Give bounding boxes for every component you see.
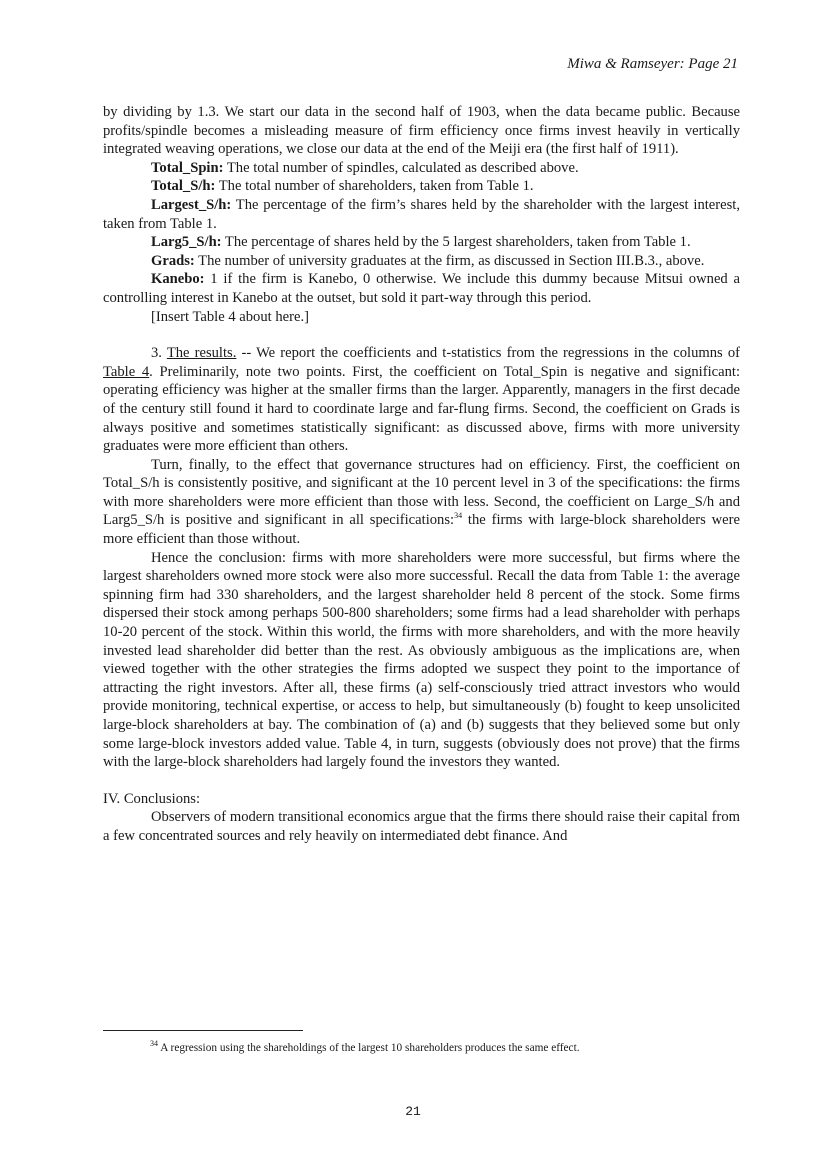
- variable-definition: [103, 233, 740, 252]
- governance-text: Turn, finally, to the effect that governance structures had on efficiency. First, the coefficient on Total_S/h is consistently positive, and significant at the 10 percent level in 3 of the specifications: the firms with more shareholders were more efficient than those with less. Second, the coefficient on Large_S/h and Larg5_S/h is positive and significant in all specifications:: [103, 456, 740, 529]
- page-number: 21: [405, 1104, 421, 1119]
- governance-text-end: the firms with large-block shareholders were more efficient than those without.: [103, 512, 740, 548]
- results-paragraph: [103, 344, 740, 456]
- variable-definition: [103, 159, 740, 178]
- variable-description: The total number of shareholders, taken from Table 1.: [215, 178, 534, 195]
- governance-paragraph: [103, 456, 740, 549]
- variable-term: Grads:: [151, 252, 195, 269]
- results-text-lead: -- We report the coefficients and t-statistics from the regressions in the columns of: [236, 345, 740, 362]
- variable-definition: [103, 252, 740, 271]
- table-reference: Table 4: [103, 363, 150, 380]
- running-header: Miwa & Ramseyer: Page 21: [567, 56, 738, 72]
- insert-table-note: [Insert Table 4 about here.]: [151, 308, 309, 325]
- variable-term: Larg5_S/h:: [151, 234, 222, 251]
- footnote-text: A regression using the shareholdings of the largest 10 shareholders produces the same effect.: [158, 1042, 580, 1054]
- footnote-reference: 34: [454, 511, 463, 521]
- variable-description: The total number of spindles, calculated as described above.: [223, 159, 579, 176]
- variable-definition: [103, 177, 740, 196]
- subsection-number: 3.: [151, 345, 167, 362]
- variable-term: Largest_S/h:: [151, 196, 232, 213]
- section-heading: IV. Conclusions:: [103, 790, 201, 807]
- conclusions-paragraph: Observers of modern transitional economics argue that the firms there should raise their capital from a few concentrated sources and rely heavily on intermediated debt finance. And: [103, 809, 740, 844]
- variable-description: The percentage of the firm’s shares held by the shareholder with the largest interest, taken from Table 1.: [103, 196, 740, 232]
- conclusion-discussion-paragraph: Hence the conclusion: firms with more shareholders were more successful, but firms where the largest shareholders owned more stock were also more successful. Recall the data from Table 1: the average spinning firm had 330 shareholders, and the largest shareholder held 8 percent of the stock. Some firms dispersed their stock among perhaps 500-800 shareholders; some firms had a lead shareholder with perhaps 10-20 percent of the stock. Within this world, the firms with more shareholders, and with the more heavily invested lead shareholder did better than the rest. As obviously ambiguous as the implications are, when viewed together with the other strategies the firms adopted we suspect they point to the importance of attracting the right investors. After all, these firms (a) self-consciously tried attract investors who would provide monitoring, technical expertise, or access to help, but simultaneously (b) fought to keep unsolicited large-block shareholders at bay. The combination of (a) and (b) suggests that they believed some but only some large-block investors added value. Table 4, in turn, suggests (obviously does not prove) that the firms with the large-block shareholders had largely found the investors they wanted.: [103, 549, 740, 771]
- main-text: [103, 103, 740, 846]
- variable-description: The percentage of shares held by the 5 largest shareholders, taken from Table 1.: [221, 234, 691, 251]
- subsection-title: The results.: [166, 345, 237, 362]
- variable-term: Total_S/h:: [151, 178, 216, 195]
- variable-definition: [103, 270, 740, 307]
- variable-definition: [103, 196, 740, 233]
- results-text: . Preliminarily, note two points. First, the coefficient on Total_Spin is negative and significant: operating efficiency was higher at the smaller firms than the larger. Apparently, managers in the first decade of the century still found it hard to coordinate large and far-flung firms. Second, the coefficient on Grads is always positive and sometimes statistically significant: as discussed above, firms with more university graduates were more efficient than others.: [103, 363, 740, 455]
- footnote-divider: [103, 1030, 303, 1031]
- footnote: [150, 1041, 740, 1055]
- variable-term: Kanebo:: [151, 271, 205, 288]
- footnote-mark: 34: [150, 1039, 158, 1049]
- intro-paragraph: by dividing by 1.3. We start our data in the second half of 1903, when the data became public. Because profits/spindle becomes a misleading measure of firm efficiency once firms invest heavily in vertically integrated weaving operations, we close our data at the end of the Meiji era (the first half of 1911).: [103, 104, 740, 158]
- variable-description: 1 if the firm is Kanebo, 0 otherwise. We include this dummy because Mitsui owned a controlling interest in Kanebo at the outset, but sold it part-way through this period.: [103, 271, 740, 306]
- variable-description: The number of university graduates at the firm, as discussed in Section III.B.3., above.: [194, 252, 705, 269]
- variable-term: Total_Spin:: [151, 159, 224, 176]
